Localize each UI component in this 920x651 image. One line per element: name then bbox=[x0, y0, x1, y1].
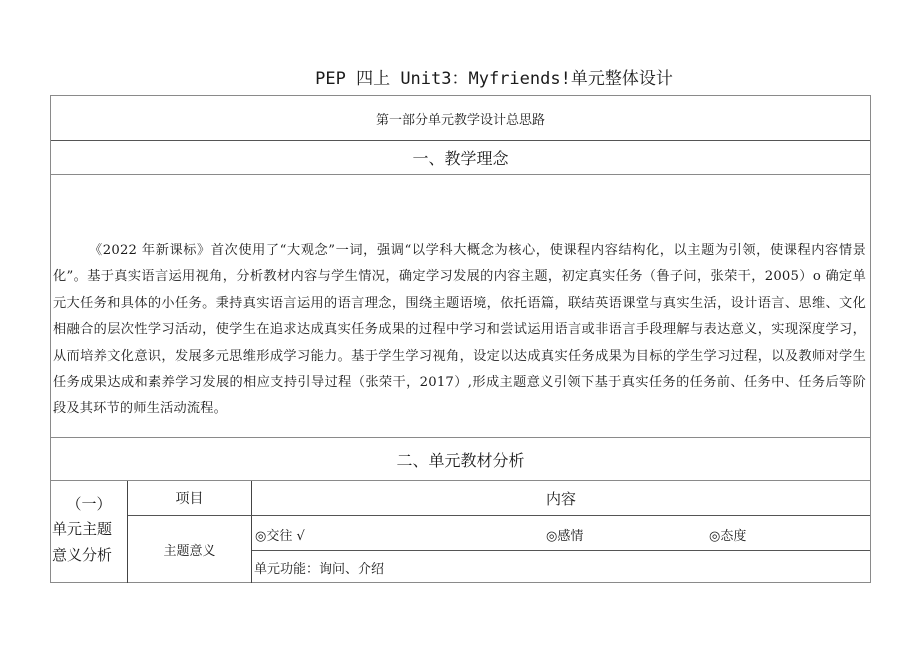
document-title bbox=[0, 64, 920, 89]
theme-analysis-subtable bbox=[51, 481, 870, 583]
column-header-content: 内容 bbox=[252, 481, 870, 516]
row-label-theme-meaning: 主题意义 bbox=[128, 516, 252, 583]
design-table bbox=[50, 95, 871, 583]
subsection-number: （一） bbox=[66, 495, 112, 513]
section-heading-teaching-philosophy: 一、教学理念 bbox=[51, 141, 870, 175]
teaching-philosophy-cell bbox=[51, 175, 870, 438]
option-communication: ◎交往 √ bbox=[255, 529, 305, 544]
teaching-philosophy-paragraph: 《2022 年新课标》首次使用了“大观念”一词，强调“以学科大概念为核心，使课程内容结构化，以主题为引领，使课程内容情景化”。基于真实语言运用视角，分析教材内容与学生情况，确定学习发展的内容主题，初定真实任务（鲁子问，张荣干，2005）o 确定单元大任务和具体的小任务。秉持真实语言运用的语言理念，围绕主题语境，依托语篇，联结英语课堂与真实生活，设计语言、思维、文化相融合的层次性学习活动，使学生在追求达成真实任务成果的过程中学习和尝试运用语言或非语言手段理解与表达意义，实现深度学习，从而培养文化意识，发展多元思维形成学习能力。基于学生学习视角，设定以达成真实任务成果为目标的学生学习过程，以及教师对学生任务成果达成和素养学习发展的相应支持引导过程（张荣干，2017）,形成主题意义引领下基于真实任务的任务前、任务中、任务后等阶段及其环节的师生活动流程。 bbox=[53, 243, 866, 417]
subsection-label-line: 单元主题 bbox=[52, 520, 113, 538]
document-title-text: PEP 四上 Unit3：Myfriends!单元整体设计 bbox=[315, 69, 673, 89]
option-emotion: ◎感情 bbox=[546, 529, 584, 544]
option-attitude: ◎态度 bbox=[709, 529, 747, 544]
subsection-label-cell bbox=[51, 481, 128, 583]
part-heading: 第一部分单元教学设计总思路 bbox=[51, 96, 870, 141]
subsection-label-line: 意义分析 bbox=[52, 546, 113, 564]
unit-function-row: 单元功能：询问、介绍 bbox=[254, 561, 385, 577]
theme-options-row bbox=[252, 516, 870, 551]
section-heading-material-analysis: 二、单元教材分析 bbox=[51, 438, 870, 481]
column-header-item: 项目 bbox=[128, 481, 252, 516]
